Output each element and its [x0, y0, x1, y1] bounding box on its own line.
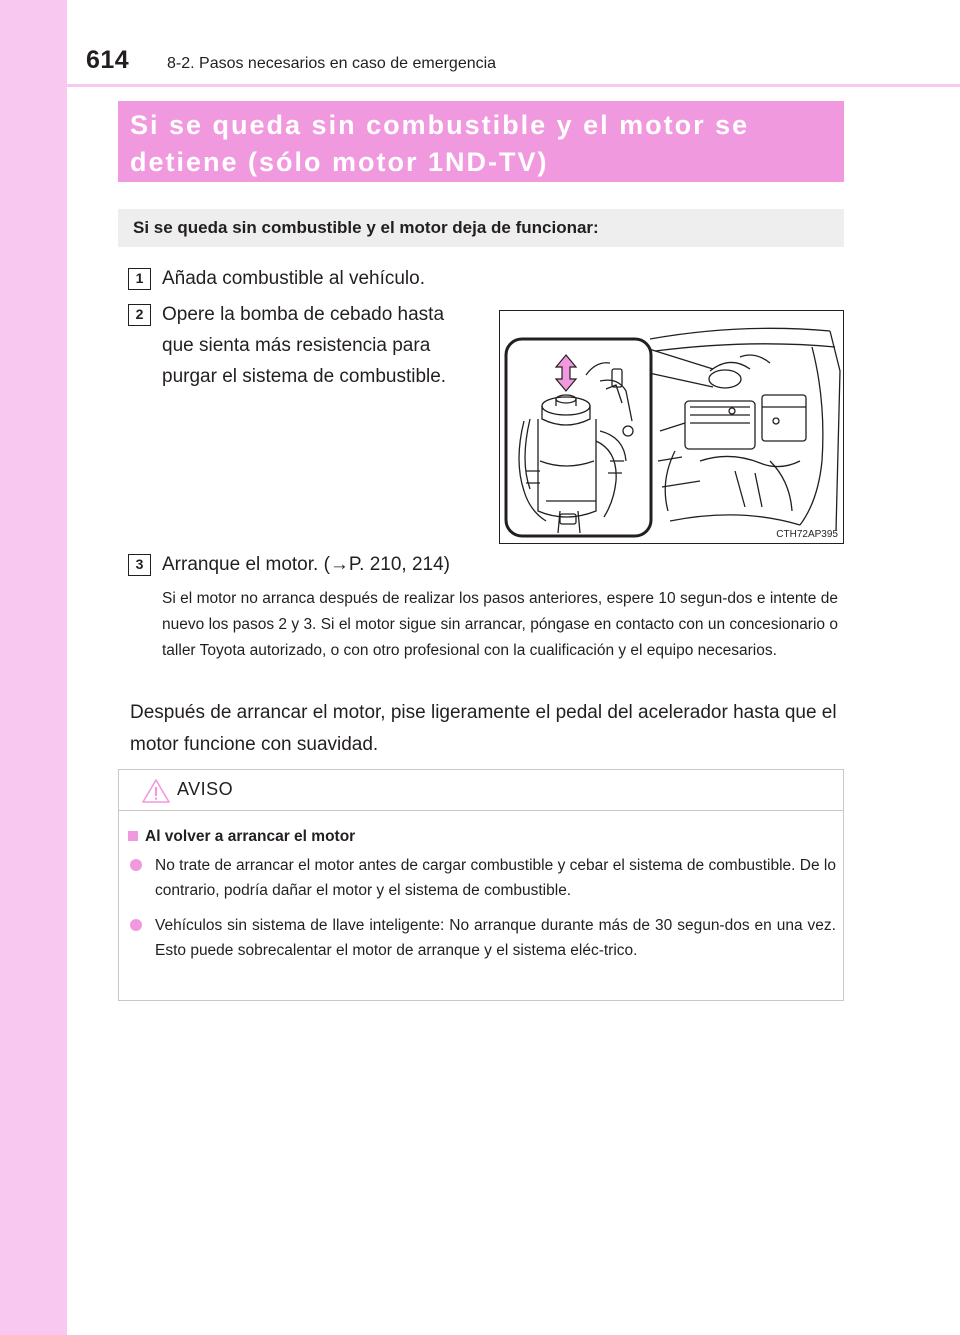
figure-code: CTH72AP395 — [776, 529, 838, 540]
step-2-number: 2 — [128, 304, 151, 326]
warning-heading — [128, 828, 355, 846]
section-title-box — [118, 101, 844, 182]
page-margin-band — [0, 0, 67, 1335]
step-1-number: 1 — [128, 268, 151, 290]
header-rule — [67, 84, 960, 87]
subtitle: Si se queda sin combustible y el motor deja de funcionar: — [133, 218, 599, 237]
warning-item-1-text: No trate de arrancar el motor antes de cargar combustible y cebar el sistema de combustible. De lo contrario, podría dañar el motor y el sistema de combustible. — [155, 857, 836, 899]
warning-header — [119, 770, 843, 811]
step-1-text: Añada combustible al vehículo. — [162, 268, 425, 289]
warning-item-2 — [130, 913, 836, 963]
priming-pump-illustration — [499, 310, 844, 544]
section-title-line-1: Si se queda sin combustible y el motor se — [130, 110, 750, 140]
step-2-line-3: purgar el sistema de combustible. — [162, 366, 447, 387]
warning-box — [118, 769, 844, 1001]
engine-bay-drawing — [500, 311, 843, 543]
subtitle-box — [118, 209, 844, 247]
warning-label: AVISO — [177, 779, 234, 799]
step-3-text: Arranque el motor. (→P. 210, 214) — [162, 554, 450, 575]
circle-bullet-icon — [130, 859, 142, 871]
step-2-line-1: Opere la bomba de cebado hasta — [162, 304, 445, 325]
square-bullet-icon — [128, 831, 138, 841]
warning-item-2-text: Vehículos sin sistema de llave inteligente: No arranque durante más de 30 segun-dos en una vez. Esto puede sobrecalentar el motor de arranque y el sistema eléc-trico. — [155, 917, 836, 959]
section-title-line-2: detiene (sólo motor 1ND-TV) — [130, 147, 549, 177]
running-head: 8-2. Pasos necesarios en caso de emergencia — [167, 55, 497, 72]
warning-heading-text: Al volver a arrancar el motor — [145, 828, 356, 845]
warning-item-1 — [130, 853, 836, 903]
step-2-line-2: que sienta más resistencia para — [162, 335, 431, 356]
step-3-number: 3 — [128, 554, 151, 576]
after-start-instruction: Después de arrancar el motor, pise ligeramente el pedal del acelerador hasta que el motor funcione con suavidad. — [130, 702, 837, 755]
warning-triangle-icon — [141, 778, 171, 804]
circle-bullet-icon — [130, 919, 142, 931]
step-2-text — [162, 299, 476, 392]
step-3-note: Si el motor no arranca después de realizar los pasos anteriores, espere 10 segun-dos e intente de nuevo los pasos 2 y 3. Si el motor sigue sin arrancar, póngase en contacto con un concesionario o taller Toyota autorizado, o con otro profesional con la cualificación y el equipo necesarios. — [162, 590, 838, 659]
page-number: 614 — [86, 46, 130, 74]
